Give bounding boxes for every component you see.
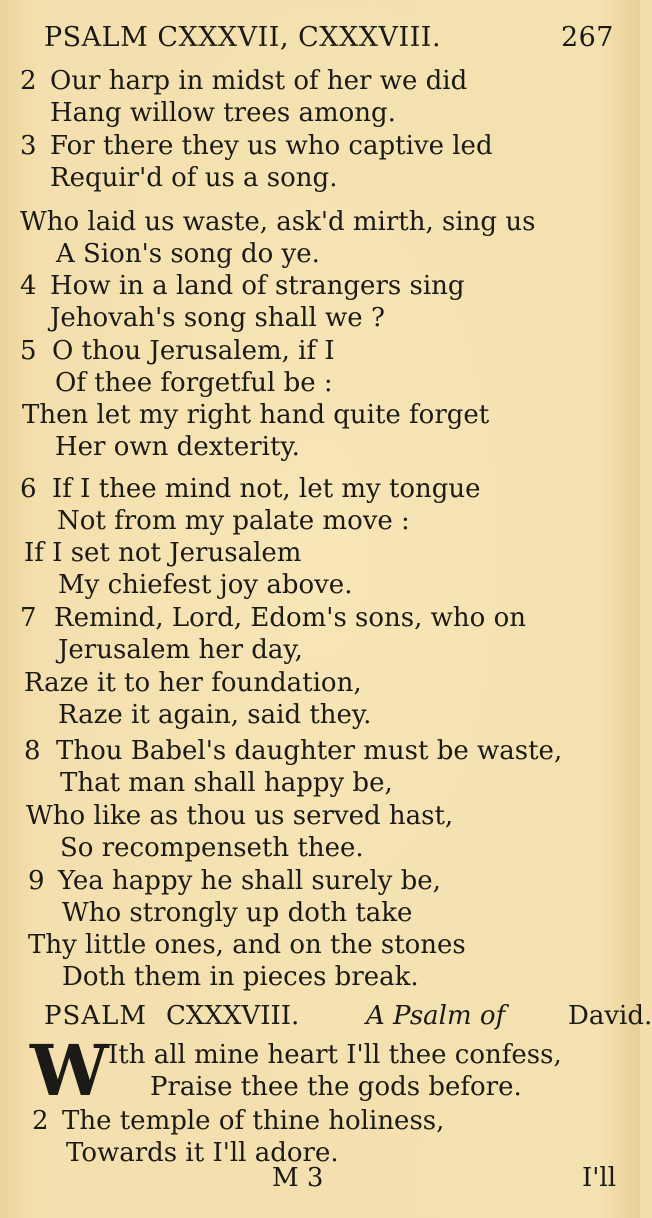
verse-line: Not from my palate move : [57,506,410,536]
verse-line: Raze it again, said they. [58,700,372,730]
verse-line: How in a land of strangers sing [50,271,465,301]
signature-mark: M 3 [272,1163,324,1193]
psalm-label: PSALM [44,1001,147,1031]
verse-line: O thou Jerusalem, if I [52,336,335,366]
verse-number: 2 [32,1106,49,1136]
page-number: 267 [560,22,614,53]
verse-line: If I thee mind not, let my tongue [52,474,481,504]
verse-line: Praise thee the gods before. [150,1072,522,1102]
verse-line: A Sion's song do ye. [56,239,320,269]
verse-line: Jehovah's song shall we ? [50,303,385,333]
running-title: PSALM CXXXVII, CXXXVIII. [44,22,442,53]
verse-line: Who strongly up doth take [62,898,413,928]
verse-line: If I set not Jerusalem [24,538,302,568]
verse-number: 2 [20,66,37,96]
verse-number: 4 [20,271,37,301]
verse-line: Remind, Lord, Edom's sons, who on [54,603,526,633]
verse-line: Raze it to her foundation, [24,668,362,698]
verse-number: 6 [20,474,37,504]
drop-cap: W [30,1029,109,1112]
verse-number: 9 [28,866,45,896]
verse-number: 5 [20,336,37,366]
verse-line: The temple of thine holiness, [62,1106,445,1136]
verse-line: Thou Babel's daughter must be waste, [56,736,563,766]
verse-line: My chiefest joy above. [58,570,353,600]
verse-line: Jerusalem her day, [58,635,303,665]
catchword: I'll [582,1163,617,1193]
verse-line: Hang willow trees among. [50,98,396,128]
verse-number: 3 [20,131,37,161]
verse-line: Towards it I'll adore. [66,1138,339,1168]
verse-line: Of thee forgetful be : [55,368,333,398]
verse-line: So recompenseth thee. [60,833,364,863]
verse-line: Yea happy he shall surely be, [58,866,441,896]
psalm-number: CXXXVIII. [166,1001,300,1031]
psalm-subtitle: A Psalm of [366,1001,506,1031]
verse-line: Thy little ones, and on the stones [28,930,466,960]
running-header [44,22,614,62]
verse-line: Doth them in pieces break. [62,962,419,992]
verse-number: 7 [20,603,37,633]
verse-line: Ith all mine heart I'll thee confess, [108,1040,562,1070]
verse-line: Who like as thou us served hast, [26,801,454,831]
verse-line: Then let my right hand quite forget [22,400,490,430]
verse-line: That man shall happy be, [60,768,393,798]
verse-line: Requir'd of us a song. [50,163,338,193]
verse-number: 8 [24,736,41,766]
psalm-author: David. [568,1001,652,1031]
verse-line: For there they us who captive led [50,131,493,161]
verse-line: Our harp in midst of her we did [50,66,468,96]
verse-line: Her own dexterity. [55,432,300,462]
verse-line: Who laid us waste, ask'd mirth, sing us [20,207,536,237]
